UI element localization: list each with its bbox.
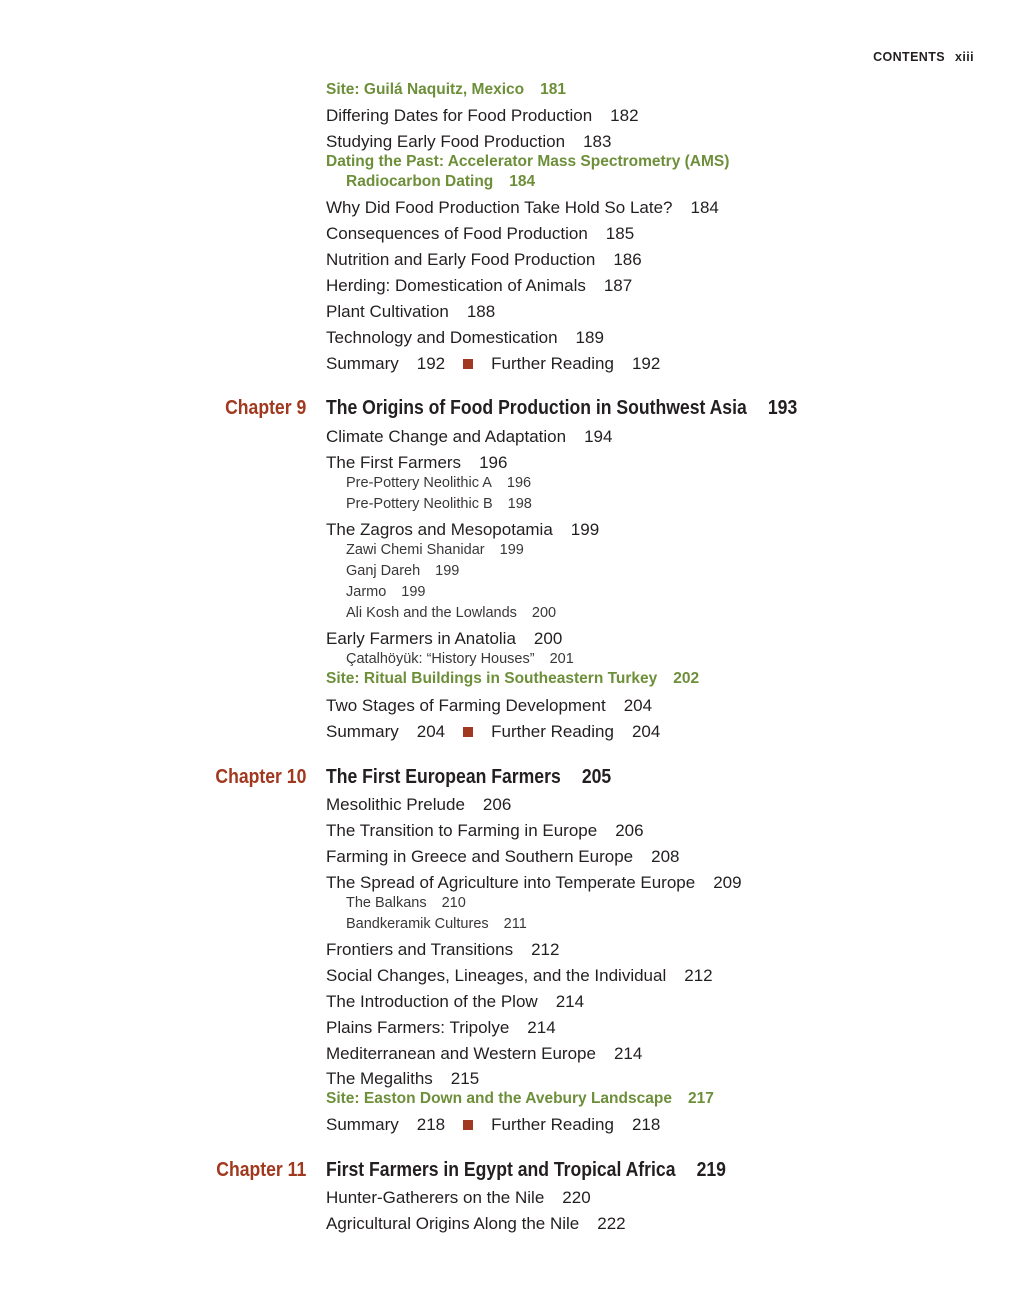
toc-entry[interactable]: Social Changes, Lineages, and the Individual 212 xyxy=(326,966,713,985)
toc-entry[interactable]: Plant Cultivation 188 xyxy=(326,302,496,321)
toc-entry[interactable]: Studying Early Food Production 183 xyxy=(326,132,612,151)
toc-entry[interactable]: Two Stages of Farming Development 204 xyxy=(326,696,653,715)
toc-entry[interactable]: The Spread of Agriculture into Temperate Europe 209 xyxy=(326,873,742,892)
toc-subentry[interactable]: Ali Kosh and the Lowlands 200 xyxy=(346,605,557,621)
toc-entry[interactable]: Frontiers and Transitions 212 xyxy=(326,940,560,959)
toc-entry[interactable]: Why Did Food Production Take Hold So Late? 184 xyxy=(326,198,719,217)
toc-site-entry[interactable]: Site: Ritual Buildings in Southeastern Turkey 202 xyxy=(326,670,700,687)
toc-entry[interactable]: Mesolithic Prelude 206 xyxy=(326,795,512,814)
square-bullet-icon xyxy=(463,1120,473,1130)
toc-entry[interactable]: Technology and Domestication 189 xyxy=(326,328,604,347)
chapter-label: Chapter 11 xyxy=(216,1159,306,1181)
chapter-label: Chapter 10 xyxy=(215,766,306,788)
toc-dating-entry-line1[interactable]: Dating the Past: Accelerator Mass Spectrometry (AMS) xyxy=(326,153,730,170)
toc-dating-entry-line2[interactable]: Radiocarbon Dating 184 xyxy=(346,173,536,190)
toc-entry[interactable]: Mediterranean and Western Europe 214 xyxy=(326,1044,643,1063)
toc-subentry[interactable]: Bandkeramik Cultures 211 xyxy=(346,916,527,932)
chapter-label: Chapter 9 xyxy=(224,397,306,419)
toc-site-entry[interactable]: Site: Easton Down and the Avebury Landscape 217 xyxy=(326,1090,714,1107)
chapter-title[interactable]: The First European Farmers 205 xyxy=(326,766,612,788)
chapter-title[interactable]: The Origins of Food Production in Southwest Asia 193 xyxy=(326,397,798,419)
toc-subentry[interactable]: Çatalhöyük: “History Houses” 201 xyxy=(346,651,574,667)
toc-entry[interactable]: The Zagros and Mesopotamia 199 xyxy=(326,520,600,539)
toc-subentry[interactable]: Pre-Pottery Neolithic B 198 xyxy=(346,496,532,512)
running-header xyxy=(873,50,974,64)
toc-entry[interactable]: Differing Dates for Food Production 182 xyxy=(326,106,639,125)
square-bullet-icon xyxy=(463,727,473,737)
toc-subentry[interactable]: Pre-Pottery Neolithic A 196 xyxy=(346,475,532,491)
toc-entry[interactable]: The First Farmers 196 xyxy=(326,453,508,472)
summary-link[interactable]: Summary 218 xyxy=(326,1115,446,1134)
header-page-number: xiii xyxy=(955,50,974,64)
square-bullet-icon xyxy=(463,359,473,369)
toc-entry[interactable]: The Megaliths 215 xyxy=(326,1069,480,1088)
toc-subentry[interactable]: Ganj Dareh 199 xyxy=(346,563,460,579)
toc-summary-line xyxy=(326,1115,660,1135)
toc-site-entry[interactable]: Site: Guilá Naquitz, Mexico 181 xyxy=(326,81,566,98)
toc-entry[interactable]: Nutrition and Early Food Production 186 xyxy=(326,250,642,269)
further-reading-link[interactable]: Further Reading 204 xyxy=(491,722,661,741)
toc-entry[interactable]: The Transition to Farming in Europe 206 xyxy=(326,821,644,840)
toc-subentry[interactable]: Zawi Chemi Shanidar 199 xyxy=(346,542,524,558)
header-label: CONTENTS xyxy=(873,50,946,64)
toc-summary-line xyxy=(326,722,660,742)
toc-subentry[interactable]: Jarmo 199 xyxy=(346,584,426,600)
chapter-title[interactable]: First Farmers in Egypt and Tropical Africa 219 xyxy=(326,1159,726,1181)
toc-entry[interactable]: Herding: Domestication of Animals 187 xyxy=(326,276,633,295)
toc-entry[interactable]: Agricultural Origins Along the Nile 222 xyxy=(326,1214,626,1233)
further-reading-link[interactable]: Further Reading 192 xyxy=(491,354,661,373)
toc-summary-line xyxy=(326,354,660,374)
toc-entry[interactable]: Farming in Greece and Southern Europe 208 xyxy=(326,847,680,866)
toc-entry[interactable]: The Introduction of the Plow 214 xyxy=(326,992,585,1011)
toc-entry[interactable]: Climate Change and Adaptation 194 xyxy=(326,427,613,446)
toc-subentry[interactable]: The Balkans 210 xyxy=(346,895,466,911)
toc-entry[interactable]: Hunter-Gatherers on the Nile 220 xyxy=(326,1188,591,1207)
toc-entry[interactable]: Consequences of Food Production 185 xyxy=(326,224,635,243)
summary-link[interactable]: Summary 192 xyxy=(326,354,446,373)
toc-entry[interactable]: Early Farmers in Anatolia 200 xyxy=(326,629,563,648)
further-reading-link[interactable]: Further Reading 218 xyxy=(491,1115,661,1134)
summary-link[interactable]: Summary 204 xyxy=(326,722,446,741)
toc-entry[interactable]: Plains Farmers: Tripolye 214 xyxy=(326,1018,556,1037)
